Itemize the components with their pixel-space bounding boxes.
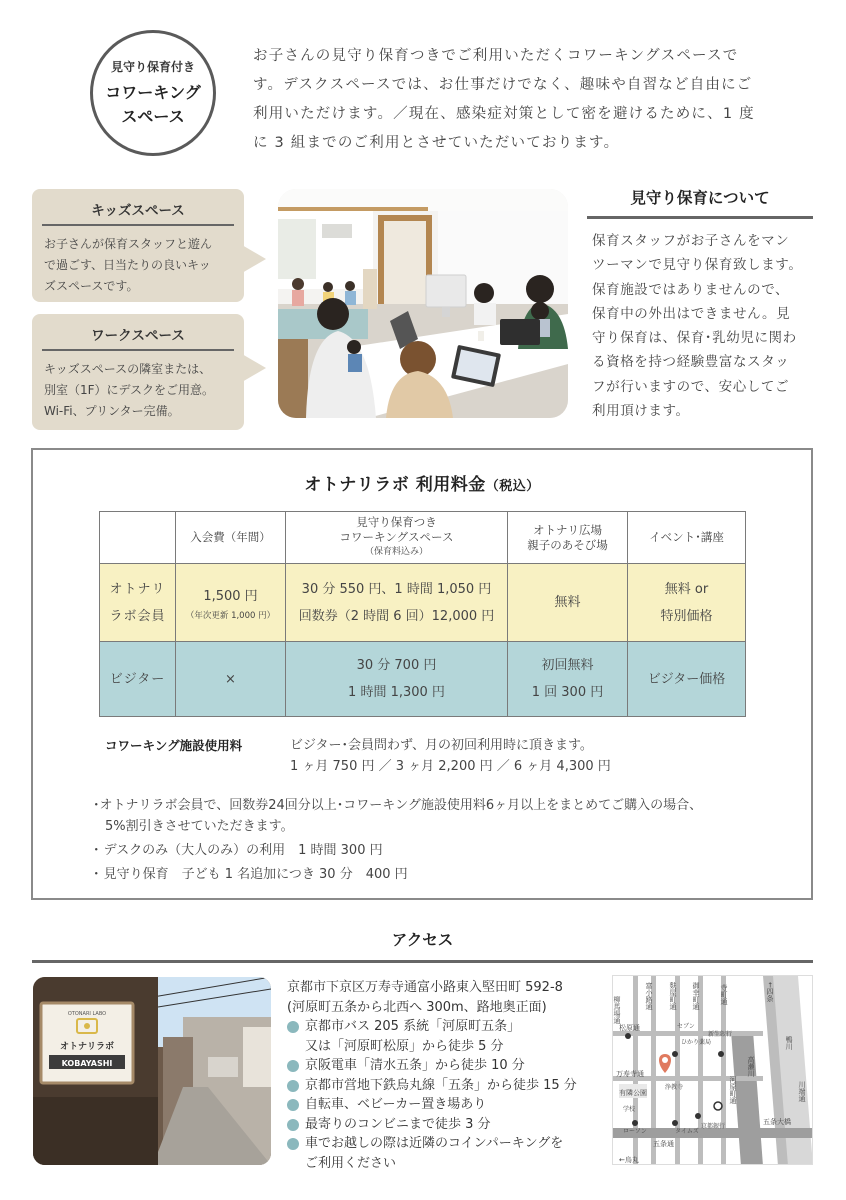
map-label: 寺町通	[720, 984, 728, 1005]
map-label: 五条大橋	[763, 1118, 791, 1126]
access-item-sub: ご利用ください	[305, 1155, 397, 1171]
map-label: 川端通	[798, 1081, 806, 1102]
header-coworking-line: 見守り保育つき	[356, 515, 437, 529]
kids-space-title: キッズスペース	[42, 199, 234, 226]
bullet-icon	[287, 1099, 299, 1111]
table-row-member	[100, 564, 746, 642]
map-label: 鴨川	[785, 1036, 793, 1050]
map-label: 柳馬場通	[613, 996, 621, 1024]
member-coworking-cell	[286, 564, 508, 642]
mimamori-line: ツーマンで見守り保育致します。	[592, 257, 803, 274]
map-label-kyotobank: 京都銀行	[701, 1123, 726, 1130]
coworking-fee-label: コワーキング施設使用料	[105, 738, 243, 753]
intro-text	[253, 42, 813, 158]
visitor-plaza-cell	[508, 642, 628, 717]
header-entry-fee: 入会費（年間）	[176, 512, 286, 564]
note-desk-only: ･ デスクのみ（大人のみ）の利用 1 時間 300 円	[93, 843, 383, 858]
access-item-text: 車でお越しの際は近隣のコインパーキングを	[305, 1136, 564, 1151]
badge-line-3: スペース	[121, 106, 185, 126]
mimamori-line: フが行いますので、安心してご	[592, 378, 790, 395]
access-map	[612, 975, 813, 1165]
map-label: 高瀬川	[747, 1056, 755, 1077]
member-plaza-cell: 無料	[508, 564, 628, 642]
fee-table	[99, 511, 746, 717]
fee-title	[33, 470, 811, 495]
header-event: イベント･講座	[628, 512, 746, 564]
list-item	[287, 1017, 577, 1037]
member-entry-note: （年次更新 1,000 円）	[185, 610, 276, 621]
access-address	[287, 978, 563, 1017]
list-item	[287, 1115, 577, 1135]
intro-line: に 3 組までのご利用とさせていただいております。	[253, 135, 620, 151]
map-illustration	[613, 976, 813, 1165]
row-label-member	[100, 564, 176, 642]
intro-line: お子さんの見守り保育つきでご利用いただくコワーキングスペースで	[253, 48, 739, 64]
header-coworking	[286, 512, 508, 564]
access-item-text: 京阪電車「清水五条」から徒歩 10 分	[305, 1058, 525, 1073]
map-label: 有隣公園	[619, 1089, 647, 1097]
mimamori-line: 保育中の外出はできません。見	[592, 305, 791, 322]
bullet-icon	[287, 1060, 299, 1072]
mimamori-title: 見守り保育について	[587, 186, 813, 219]
note-line: ･オトナリラボ会員で、回数券24回分以上･コワーキング施設使用料6ヶ月以上をまとめてご購入の場合、	[93, 798, 703, 813]
intro-line: 利用いただけます。／現在、感染症対策として密を避けるために、1 度	[253, 106, 755, 122]
kids-space-line: お子さんが保育スタッフと遊ん	[44, 237, 213, 251]
bullet-icon	[287, 1119, 299, 1131]
map-label: 新生銀行	[708, 1031, 733, 1038]
work-space-line: キッズスペースの隣室または、	[44, 362, 212, 376]
visitor-entry-cell: ×	[176, 642, 286, 717]
access-item-text: 京都市営地下鉄烏丸線「五条」から徒歩 15 分	[305, 1077, 577, 1093]
map-label: ローソン	[623, 1128, 647, 1135]
kids-space-line: ズスペースです。	[44, 279, 139, 293]
bullet-icon	[287, 1138, 299, 1150]
member-coworking-line: 回数券（2 時間 6 回）12,000 円	[298, 608, 495, 624]
work-space-box	[32, 314, 244, 430]
member-entry-fee: 1,500 円	[203, 588, 258, 604]
bullet-icon	[287, 1021, 299, 1033]
access-title: アクセス	[32, 928, 813, 963]
access-item-sub: 又は「河原町松原」から徒歩 5 分	[305, 1038, 504, 1054]
work-space-text	[44, 359, 232, 422]
access-item-text: 最寄りのコンビニまで徒歩 3 分	[305, 1116, 491, 1132]
work-space-line: Wi-Fi、プリンター完備。	[44, 404, 180, 418]
map-label: 五条通	[653, 1140, 674, 1148]
table-row-visitor	[100, 642, 746, 717]
coworking-fee-line: 1 ヶ月 750 円 ／ 3 ヶ月 2,200 円 ／ 6 ヶ月 4,300 円	[290, 759, 611, 774]
kids-space-box	[32, 189, 244, 302]
list-item	[287, 1076, 577, 1096]
coworking-badge	[90, 30, 216, 156]
fee-notes	[93, 795, 702, 888]
visitor-plaza-line: 初回無料	[541, 658, 594, 673]
row-label-line: ラボ会員	[109, 608, 166, 624]
visitor-coworking-cell	[286, 642, 508, 717]
list-item	[287, 1134, 577, 1154]
table-corner-cell	[100, 512, 176, 564]
map-label: 麩屋町通	[669, 982, 677, 1010]
visitor-coworking-line: 1 時間 1,300 円	[348, 685, 445, 700]
kids-space-text	[44, 234, 232, 297]
map-label-seven: セブン	[677, 1023, 695, 1030]
list-item	[287, 1095, 577, 1115]
map-label: 御幸町通	[692, 982, 700, 1010]
badge-line-1: 見守り保育付き	[110, 59, 195, 74]
map-label: 松原通	[619, 1024, 640, 1032]
header-coworking-line: コワーキングスペース	[339, 530, 454, 544]
sign-name-jp: オトナリラボ	[59, 1042, 115, 1052]
fee-title-suffix: （税込）	[485, 479, 540, 494]
badge-line-2: コワーキング	[105, 82, 201, 102]
map-label: ←烏丸	[619, 1156, 639, 1164]
header-plaza-line: オトナリ広場	[533, 522, 602, 537]
sign-name-en: KOBAYASHI	[61, 1059, 113, 1068]
member-event-line: 無料 or	[664, 581, 709, 597]
address-line: (河原町五条から北西へ 300m、路地奥正面)	[287, 999, 547, 1015]
note-discount	[93, 795, 702, 837]
member-entry-cell	[176, 564, 286, 642]
member-event-cell	[628, 564, 746, 642]
list-item	[287, 1056, 577, 1076]
member-coworking-line: 30 分 550 円、1 時間 1,050 円	[301, 581, 492, 597]
work-space-title: ワークスペース	[42, 324, 234, 351]
fee-box	[31, 448, 813, 900]
access-item-text: 自転車、ベビーカー置き場あり	[305, 1097, 487, 1112]
mimamori-line: 保育施設ではありませんので、	[592, 281, 790, 298]
map-label: 浄教寺	[665, 1084, 684, 1091]
mimamori-line: 守り保育は、保育･乳幼児に関わ	[592, 330, 797, 347]
coworking-room-photo	[278, 189, 568, 418]
fee-title-main: オトナリラボ 利用料金	[304, 475, 486, 495]
map-label: 富小路通	[645, 982, 653, 1010]
mimamori-line: 利用頂けます。	[592, 403, 690, 420]
mimamori-line: る資格を持つ経験豊富なスタッ	[592, 354, 790, 371]
access-item-text: 京都市バス 205 系統「河原町五条」	[305, 1019, 521, 1034]
visitor-event-cell: ビジター価格	[628, 642, 746, 717]
map-label: 河原町通	[729, 1076, 737, 1104]
map-label: 学校	[623, 1106, 636, 1113]
room-illustration	[278, 189, 568, 418]
row-label-line: オトナリ	[109, 581, 166, 597]
mimamori-line: 保育スタッフがお子さんをマン	[592, 233, 790, 249]
coworking-fee-line: ビジター･会員問わず、月の初回利用時に頂きます。	[290, 738, 593, 753]
sign-small-text: OTONARI LABO	[67, 1011, 107, 1017]
work-space-line: 別室（1F）にデスクをご用意。	[44, 383, 215, 397]
coworking-fee-text	[290, 735, 611, 777]
map-label: ←四条	[766, 982, 774, 1002]
visitor-coworking-line: 30 分 700 円	[356, 658, 437, 673]
access-list	[287, 1017, 577, 1173]
row-label-visitor: ビジター	[100, 642, 176, 717]
table-header-row	[100, 512, 746, 564]
speech-tail	[242, 245, 266, 273]
address-line: 京都市下京区万寿寺通富小路東入堅田町 592-8	[287, 980, 563, 995]
member-event-line: 特別価格	[660, 608, 713, 624]
map-label: ひかり薬局	[681, 1039, 712, 1046]
storefront-photo	[33, 977, 271, 1165]
note-line: 5%割引きさせていただきます。	[105, 819, 294, 834]
storefront-illustration	[33, 977, 271, 1165]
header-plaza-line: 親子のあそび場	[527, 537, 608, 552]
header-plaza	[508, 512, 628, 564]
header-coworking-note: （保育料込み）	[364, 547, 428, 557]
note-extra-child: ･ 見守り保育 子ども 1 名追加につき 30 分 400 円	[93, 867, 408, 882]
speech-tail	[242, 354, 266, 382]
bullet-icon	[287, 1080, 299, 1092]
visitor-plaza-line: 1 回 300 円	[531, 685, 604, 700]
mimamori-text	[592, 229, 814, 423]
map-label: タイムズ	[675, 1128, 699, 1135]
map-label: 万寿寺通	[616, 1070, 644, 1078]
kids-space-line: で過ごす、日当たりの良いキッ	[44, 258, 211, 272]
intro-line: す。デスクスペースでは、お仕事だけでなく、趣味や自習など自由にご	[253, 77, 753, 93]
